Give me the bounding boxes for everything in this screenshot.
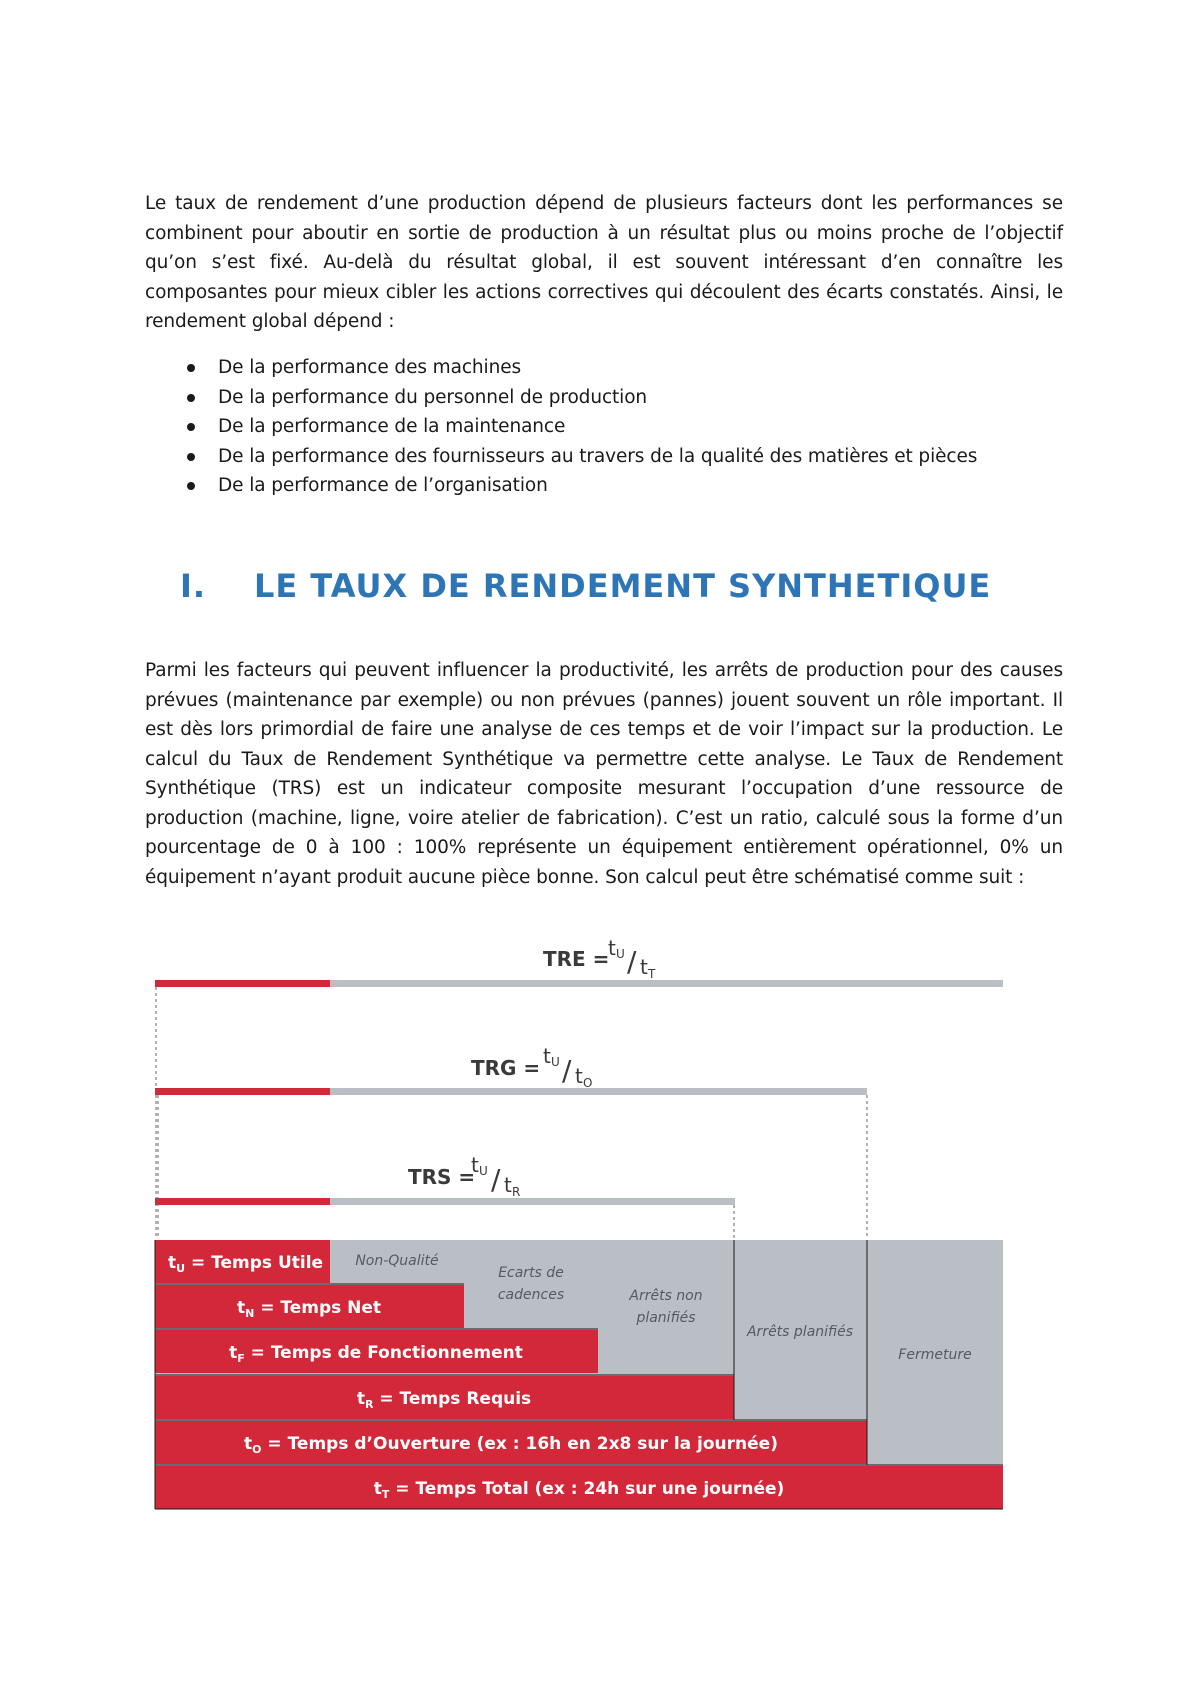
svg-text:t: t xyxy=(504,1173,512,1197)
svg-text:O: O xyxy=(583,1076,593,1090)
label-arrets-non-planifies-1: Arrêts non xyxy=(629,1288,703,1304)
label-temps-ouverture: $t_O$ = Temps d’Ouverture (ex : 16h en 2x8 sur la journée) xyxy=(244,1434,778,1456)
label-temps-net: $t_N$ = Temps Net xyxy=(236,1298,382,1320)
label-ecarts-cadences-2: cadences xyxy=(497,1287,565,1303)
svg-text:TRS =: TRS = xyxy=(408,1165,476,1189)
svg-text:R: R xyxy=(512,1185,521,1199)
label-ecarts-cadences-1: Ecarts de xyxy=(498,1265,564,1281)
svg-text:U: U xyxy=(479,1164,488,1178)
svg-text:/: / xyxy=(491,1163,501,1196)
tre-bar-grey xyxy=(330,980,1003,987)
trg-bar-grey xyxy=(330,1088,867,1095)
section-title: LE TAUX DE RENDEMENT SYNTHETIQUE xyxy=(254,567,992,605)
tre-formula xyxy=(543,936,656,981)
label-temps-utile: $t_U$ = Temps Utile xyxy=(168,1253,324,1275)
trg-formula xyxy=(471,1044,592,1090)
svg-text:t: t xyxy=(608,936,616,960)
svg-text:/: / xyxy=(627,945,637,978)
body-paragraph: Parmi les facteurs qui peuvent influencer la productivité, les arrêts de production pour des causes prévues (maintenance par exemple) ou non prévues (pannes) jouent souvent un rôle important. Il est dès lors primordial de faire une analyse de ces temps et de voir l’impact sur la production. Le calcul du Taux de Rendement Synthétique va permettre cette analyse. Le Taux de Rendement Synthétique (TRS) est un indicateur composite mesurant l’occupation d’une ressource de production (machine, ligne, voire atelier de fabrication). C’est un ratio, calculé sous la forme d’un pourcentage de 0 à 100 : 100% représente un équipement entièrement opérationnel, 0% un équipement n’ayant produit aucune pièce bonne. Son calcul peut être schématisé comme suit : xyxy=(145,660,1063,888)
list-item: De la performance du personnel de production xyxy=(145,383,977,413)
list-item: De la performance des fournisseurs au travers de la qualité des matières et pièces xyxy=(145,442,977,472)
svg-text:TRG =: TRG = xyxy=(471,1056,541,1080)
label-arrets-non-planifies-2: planifiés xyxy=(636,1310,696,1326)
list-item: De la performance de l’organisation xyxy=(145,471,977,501)
list-item: De la performance des machines xyxy=(145,353,977,383)
svg-text:t: t xyxy=(471,1153,479,1177)
label-temps-total: $t_T$ = Temps Total (ex : 24h sur une journée) xyxy=(373,1479,785,1501)
svg-text:/: / xyxy=(562,1054,572,1087)
trs-bar-grey xyxy=(330,1198,735,1205)
svg-text:TRE =: TRE = xyxy=(543,947,610,971)
svg-text:U: U xyxy=(551,1055,560,1069)
svg-text:U: U xyxy=(616,947,625,961)
trs-formula xyxy=(408,1153,520,1199)
intro-paragraph: Le taux de rendement d’une production dépend de plusieurs facteurs dont les performances se combinent pour aboutir en sortie de production à un résultat plus ou moins proche de l’objectif qu’on s’est fixé. Au-delà du résultat global, il est souvent intéressant d’en connaître les composantes pour mieux cibler les actions correctives qui découlent des écarts constatés. Ainsi, le rendement global dépend : xyxy=(145,193,1063,332)
svg-text:t: t xyxy=(543,1044,551,1068)
label-temps-fonctionnement: $t_F$ = Temps de Fonctionnement xyxy=(229,1343,523,1365)
trg-bar-red xyxy=(155,1088,330,1095)
section-number: I. xyxy=(180,567,207,605)
svg-text:t: t xyxy=(575,1064,583,1088)
label-fermeture: Fermeture xyxy=(898,1347,972,1363)
list-item: De la performance de la maintenance xyxy=(145,412,977,442)
tre-bar-red xyxy=(155,980,330,987)
label-temps-requis: $t_R$ = Temps Requis xyxy=(356,1389,532,1411)
trs-bar-red xyxy=(155,1198,330,1205)
svg-text:T: T xyxy=(648,967,656,981)
svg-text:t: t xyxy=(640,955,648,979)
label-arrets-planifies: Arrêts planifiés xyxy=(746,1324,854,1340)
label-non-qualite: Non-Qualité xyxy=(355,1253,439,1269)
